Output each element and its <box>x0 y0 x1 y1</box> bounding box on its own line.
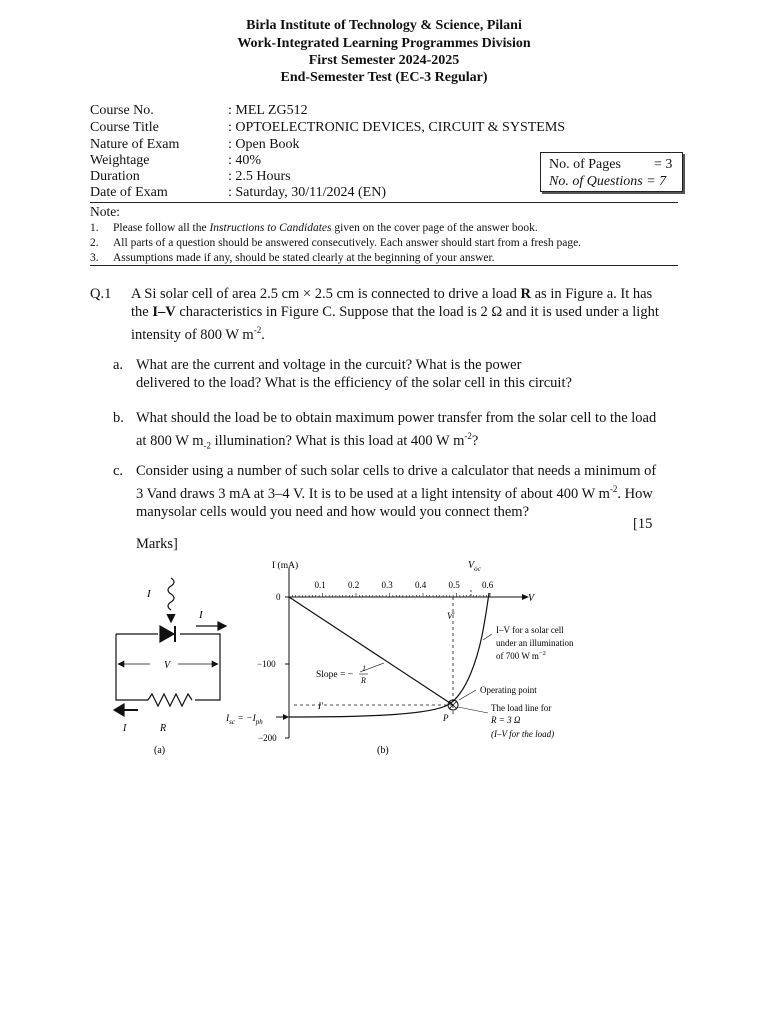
y-tick-label: 0 <box>276 592 281 602</box>
question-text: as in Figure a. It has <box>530 286 653 302</box>
light-arrowhead-icon <box>167 614 175 622</box>
superscript: -2 <box>253 325 262 335</box>
x-tick-label: 0.1 <box>314 580 326 590</box>
question-text: characteristics in Figure C. Suppose that the load is 2 Ω and it is used under a light <box>175 304 659 320</box>
pages-value: = 3 <box>654 157 673 172</box>
light-ray-icon <box>168 578 174 610</box>
figure-b-caption: (b) <box>377 745 389 756</box>
load-line-label-2: R = 3 Ω <box>491 715 521 725</box>
x-tick-label: 0.5 <box>448 580 460 590</box>
part-text: What are the current and voltage in the curcuit? What is the power <box>136 357 522 373</box>
question-text: intensity of 800 W m <box>131 326 254 343</box>
x-tick-label: 0.3 <box>381 580 393 590</box>
meta-key: Course Title <box>90 120 159 135</box>
note-text: Please follow all the <box>113 222 210 234</box>
load-line <box>289 597 453 705</box>
meta-value: : Open Book <box>228 137 300 152</box>
pages-label: No. of Pages <box>549 157 621 172</box>
part-label: b. <box>113 410 124 426</box>
y-tick-label: −200 <box>258 733 277 743</box>
circuit-voltage-label: V <box>164 660 171 671</box>
resistor-icon <box>148 694 192 706</box>
marks-label: Marks] <box>136 536 178 552</box>
circuit-resistor-label: R <box>160 723 167 734</box>
circuit-light-label: I <box>147 588 151 600</box>
questions-label: No. of Questions <box>549 174 643 189</box>
test-title: End-Semester Test (EC-3 Regular) <box>280 70 488 85</box>
question-bold: R <box>520 286 531 302</box>
part-text: delivered to the load? What is the efficiency of the solar cell in this circuit? <box>136 375 572 391</box>
division-name: Work-Integrated Learning Programmes Division <box>237 36 531 51</box>
x-ticks <box>292 593 490 597</box>
slope-label: Slope = − <box>316 670 354 680</box>
subscript: -2 <box>203 440 212 451</box>
figure-a-caption: (a) <box>154 745 166 756</box>
p-label: P <box>443 713 449 723</box>
load-line-label-3: (I–V for the load) <box>491 729 555 739</box>
meta-value: : Saturday, 30/11/2024 (EN) <box>228 185 386 200</box>
note-number: 1. <box>90 222 99 234</box>
curve-note-line-2: under an illumination <box>496 638 574 648</box>
institute-name: Birla Institute of Technology & Science, Pilani <box>246 18 522 33</box>
part-text: illumination? What is this load at 400 W m <box>211 432 465 449</box>
part-label: a. <box>113 357 124 373</box>
meta-value: : 40% <box>228 153 262 168</box>
load-line-label-1: The load line for <box>491 703 552 713</box>
slope-numerator: 1 <box>362 664 366 673</box>
marks-bracket: [15 <box>633 516 653 532</box>
superscript: -2 <box>609 484 618 494</box>
note-text: All parts of a question should be answered consecutively. Each answer should start from a fresh page. <box>113 237 582 249</box>
questions-value: = 7 <box>646 174 667 189</box>
bottom-arrowhead-icon <box>114 704 124 716</box>
voc-label: $V_{oc}$ <box>468 560 481 573</box>
isc-label: $I_{sc} = -I_{ph}$ <box>226 714 263 726</box>
part-text: 3 Vand draws 3 mA at 3–4 V. It is to be used at a light intensity of about 400 W m <box>136 485 610 502</box>
circuit-current-label: I <box>199 609 203 621</box>
meta-key: Weightage <box>90 153 150 168</box>
part-text: ? <box>471 432 479 449</box>
y-axis-label: I (mA) <box>272 561 299 571</box>
isc-arrowhead-icon <box>283 714 289 720</box>
question-text: A Si solar cell of area 2.5 cm × 2.5 cm is connected to drive a load <box>131 286 521 302</box>
curve-note-line-3: of 700 W $m^{-2}$ <box>496 650 546 661</box>
wire-right <box>180 634 220 700</box>
part-text: Consider using a number of such solar cells to drive a calculator that needs a minimum of <box>136 463 657 479</box>
circuit-bottom-current-label: I <box>123 723 127 734</box>
diode-icon <box>160 626 174 642</box>
question-number: Q.1 <box>90 286 112 302</box>
x-tick-label: 0.4 <box>415 580 427 590</box>
note-emphasis: Instructions to Candidates <box>209 222 332 234</box>
v-prime-label: V′ <box>447 611 455 621</box>
meta-key: Duration <box>90 169 140 184</box>
x-tick-label: 0.2 <box>348 580 360 590</box>
y-tick-label: −100 <box>257 659 276 669</box>
meta-value: : 2.5 Hours <box>228 169 291 184</box>
curve-note-line-1: I–V for a solar cell <box>496 625 564 635</box>
x-axis-label: V <box>528 593 535 604</box>
meta-key: Date of Exam <box>90 185 168 200</box>
semester: First Semester 2024-2025 <box>308 53 460 68</box>
question-text: . <box>261 326 265 343</box>
part-text: at 800 W m <box>136 432 204 449</box>
part-text: . How <box>617 485 653 502</box>
x-tick-labels <box>315 580 494 590</box>
meta-key: Course No. <box>90 103 154 118</box>
note-text: Assumptions made if any, should be stated clearly at the beginning of your answer. <box>113 252 495 264</box>
part-text: manysolar cells would you need and how would you connect them? <box>136 503 530 520</box>
note-heading: Note: <box>90 204 120 219</box>
operating-point-label: Operating point <box>480 685 537 695</box>
load-leader <box>458 707 488 713</box>
meta-value: : OPTOELECTRONIC DEVICES, CIRCUIT & SYSTEMS <box>228 120 566 135</box>
x-tick-label: 0.6 <box>482 580 494 590</box>
note-number: 2. <box>90 237 99 249</box>
part-label: c. <box>113 463 124 479</box>
note-text-end: given on the cover page of the answer book. <box>331 222 538 234</box>
iv-curve <box>289 593 489 717</box>
meta-key: Nature of Exam <box>90 137 180 152</box>
part-text: What should the load be to obtain maximum power transfer from the solar cell to the load <box>136 410 657 426</box>
circuit-diagram <box>114 578 226 716</box>
superscript: -2 <box>464 431 472 441</box>
wire-left <box>116 634 148 700</box>
question-text: the <box>131 304 153 320</box>
meta-value: : MEL ZG512 <box>228 103 308 118</box>
current-arrowhead-icon <box>218 622 226 630</box>
question-bold: I–V <box>152 304 176 320</box>
i-prime-label: I′ <box>318 701 323 711</box>
curve-leader <box>483 634 492 640</box>
slope-denominator: R <box>361 676 366 685</box>
note-number: 3. <box>90 252 99 264</box>
